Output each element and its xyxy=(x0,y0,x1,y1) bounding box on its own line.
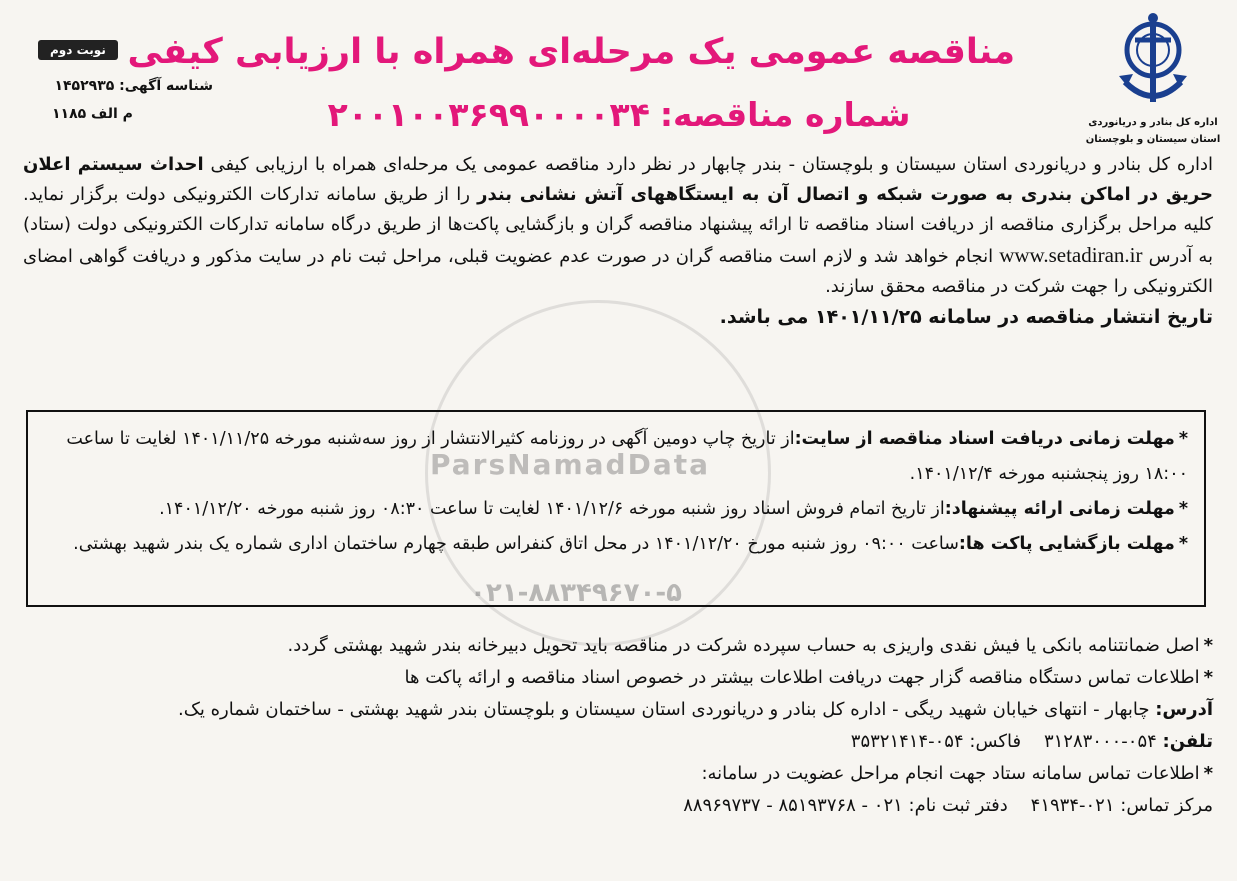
bullet-star-icon: * xyxy=(1178,534,1188,554)
tender-number-line xyxy=(319,95,919,134)
setad-link[interactable]: www.setadiran.ir xyxy=(999,243,1143,267)
deadline-documents-label: مهلت زمانی دریافت اسناد مناقصه از سایت: xyxy=(794,429,1175,449)
contact-heading-text: اطلاعات تماس دستگاه مناقصه گزار جهت دریافت اطلاعات بیشتر در خصوص اسناد مناقصه و ارائه پاکت ها xyxy=(404,667,1200,688)
tender-title: مناقصه عمومی یک مرحله‌ای همراه با ارزیابی کیفی xyxy=(127,32,1015,72)
intro-part-a: اداره کل بنادر و دریانوردی استان سیستان و بلوچستان - بندر چابهار در نظر دارد مناقصه عمومی یک مرحله‌ای همراه با ارزیابی کیفی xyxy=(203,154,1213,175)
deadline-opening xyxy=(44,527,1188,562)
contact-center-number: ۰۲۱-۴۱۹۳۴ xyxy=(1030,795,1115,816)
contact-heading xyxy=(23,662,1213,694)
intro-part-c: انجام خواهد شد و لازم است مناقصه گران در صورت عدم عضویت قبلی، مراحل ثبت نام در سایت مذکور و دریافت گواهی امضای الکترونیکی را جهت شرکت در مناقصه محقق سازند. xyxy=(23,246,1213,297)
deadline-documents-text: از تاریخ چاپ دومین آگهی در روزنامه کثیرالانتشار از روز سه‌شنبه مورخه ۱۴۰۱/۱۱/۲۵ لغایت تا ساعت ۱۸:۰۰ روز پنجشنبه مورخه ۱۴۰۱/۱۲/۴. xyxy=(66,429,1188,484)
fax-label: فاکس: xyxy=(969,731,1022,752)
org-name-line-2: استان سیستان و بلوچستان xyxy=(1085,134,1221,145)
address-label: آدرس: xyxy=(1155,699,1213,720)
guarantee-text: اصل ضمانتنامه بانکی یا فیش نقدی واریزی به حساب سپرده شرکت در مناقصه باید تحویل دبیرخانه بندر شهید بهشتی گردد. xyxy=(287,635,1200,656)
fax-number: ۰۵۴-۳۵۳۲۱۴۱۴ xyxy=(850,731,964,752)
contact-section xyxy=(23,630,1213,822)
address-text: چابهار - انتهای خیابان شهید ریگی - اداره کل بنادر و دریانوردی استان سیستان و بلوچستان بندر شهید بهشتی - ساختمان شماره یک. xyxy=(178,699,1150,720)
project-title: احداث سیستم اعلان حریق در اماکن بندری به صورت شبکه و اتصال آن به ایستگاههای آتش نشانی بندر xyxy=(23,154,1213,205)
watermark-text: ParsNamadData xyxy=(430,448,710,481)
reg-office-label: دفتر ثبت نام: xyxy=(908,795,1008,816)
bullet-star-icon: * xyxy=(1203,763,1213,784)
setad-contact-line xyxy=(23,790,1213,822)
org-logo xyxy=(1083,12,1223,147)
publication-date: تاریخ انتشار مناقصه در سامانه ۱۴۰۱/۱۱/۲۵ می باشد. xyxy=(719,306,1213,328)
ad-id: شناسه آگهی: ۱۴۵۲۹۳۵ xyxy=(54,78,213,94)
phone-line xyxy=(23,726,1213,758)
guarantee-note xyxy=(23,630,1213,662)
tender-number: ۲۰۰۱۰۰۳۶۹۹۰۰۰۰۳۴ xyxy=(327,95,650,134)
setad-contact-text: اطلاعات تماس سامانه ستاد جهت انجام مراحل عضویت در سامانه: xyxy=(701,763,1200,784)
round-badge: نوبت دوم xyxy=(38,40,118,60)
watermark-phone: ۰۲۱-۸۸۳۴۹۶۷۰-۵ xyxy=(470,578,683,608)
org-name-line-1: اداره کل بنادر و دریانوردی xyxy=(1088,117,1218,128)
deadline-proposal xyxy=(44,492,1188,527)
bullet-star-icon: * xyxy=(1178,429,1188,449)
intro-paragraph xyxy=(23,150,1213,302)
setad-contact-heading xyxy=(23,758,1213,790)
deadline-documents xyxy=(44,422,1188,492)
bullet-star-icon: * xyxy=(1178,499,1188,519)
bullet-star-icon: * xyxy=(1203,635,1213,656)
deadlines-box xyxy=(26,410,1206,607)
phone-number: ۰۵۴-۳۱۲۸۳۰۰۰ xyxy=(1043,731,1157,752)
reg-office-numbers: ۰۲۱ - ۸۵۱۹۳۷۶۸ - ۸۸۹۶۹۷۳۷ xyxy=(683,795,903,816)
deadline-proposal-text: از تاریخ اتمام فروش اسناد روز شنبه مورخه ۱۴۰۱/۱۲/۶ لغایت تا ساعت ۰۸:۳۰ روز شنبه مورخه ۱۴۰۱/۱۲/۲۰. xyxy=(159,499,945,519)
contact-center-label: مرکز تماس: xyxy=(1120,795,1213,816)
deadline-proposal-label: مهلت زمانی ارائه پیشنهاد: xyxy=(944,499,1175,519)
ad-ref: م الف ۱۱۸۵ xyxy=(52,106,133,122)
address-line xyxy=(23,694,1213,726)
intro-part-b: را از طریق سامانه تدارکات الکترونیکی دولت برگزار نماید. کلیه مراحل برگزاری مناقصه از دریافت اسناد مناقصه تا ارائه پیشنهاد مناقصه گران و بازگشایی پاکت‌ها از طریق درگاه سامانه تدارکات الکترونیکی دولت (ستاد) به آدرس xyxy=(23,184,1213,267)
tender-number-label: شماره مناقصه: xyxy=(659,95,911,134)
deadline-opening-text: ساعت ۰۹:۰۰ روز شنبه مورخ ۱۴۰۱/۱۲/۲۰ در محل اتاق کنفراس طبقه چهارم ساختمان اداری شماره یک بندر شهید بهشتی. xyxy=(73,534,959,554)
deadline-opening-label: مهلت بازگشایی پاکت ها: xyxy=(958,534,1175,554)
bullet-star-icon: * xyxy=(1203,667,1213,688)
phone-label: تلفن: xyxy=(1162,731,1213,752)
anchor-logo-icon xyxy=(1113,12,1193,112)
